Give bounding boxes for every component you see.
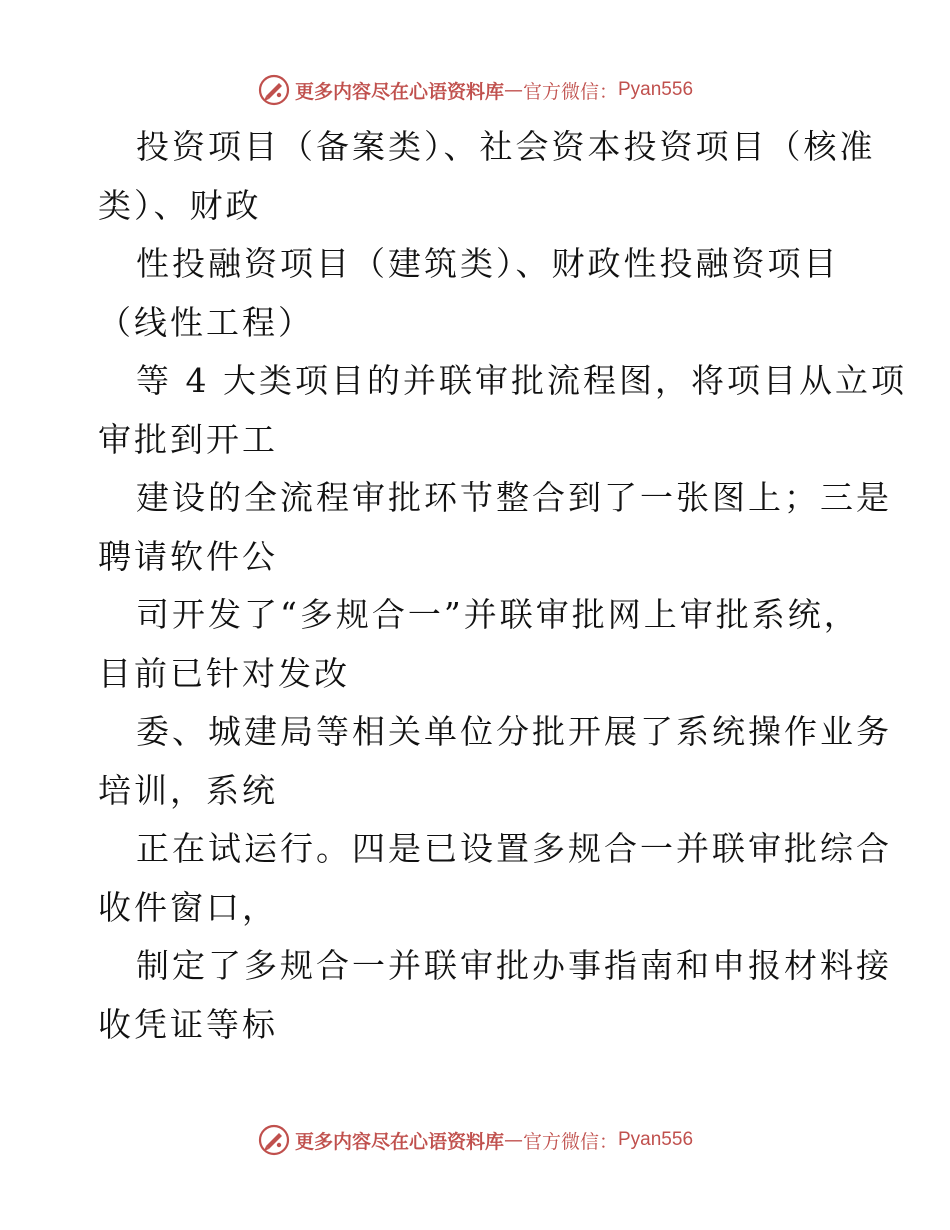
pen-logo-icon bbox=[257, 1123, 291, 1157]
banner-wechat-label: 官方微信： bbox=[522, 1130, 618, 1153]
text-line: 司开发了“多规合一”并联审批网上审批系统， bbox=[136, 595, 860, 634]
text-line: 建设的全流程审批环节整合到了一张图上；三是 bbox=[136, 478, 892, 517]
banner-wechat-id: Pyan556 bbox=[618, 1129, 694, 1150]
text-line: 审批到开工 bbox=[98, 419, 278, 459]
banner-wechat-label: 官方微信： bbox=[522, 80, 618, 103]
banner-wechat-id: Pyan556 bbox=[618, 79, 694, 100]
footer-banner bbox=[0, 1120, 950, 1160]
document-body bbox=[98, 118, 907, 1054]
text-line: 等 4 大类项目的并联审批流程图，将项目从立项 bbox=[136, 361, 907, 400]
text-line: 目前已针对发改 bbox=[98, 653, 350, 693]
banner-main-text: 更多内容尽在心语资料库 bbox=[294, 1130, 504, 1153]
text-line: 委、城建局等相关单位分批开展了系统操作业务 bbox=[136, 712, 892, 751]
text-line: 性投融资项目（建筑类）、财政性投融资项目 bbox=[136, 244, 840, 283]
text-line: 培训，系统 bbox=[98, 770, 278, 810]
banner-separator: — bbox=[503, 79, 523, 101]
text-line: 聘请软件公 bbox=[98, 536, 278, 576]
text-line: 收凭证等标 bbox=[98, 1004, 278, 1044]
text-line: 类）、财政 bbox=[98, 185, 262, 225]
text-line: 制定了多规合一并联审批办事指南和申报材料接 bbox=[136, 946, 892, 985]
banner-main-text: 更多内容尽在心语资料库 bbox=[294, 80, 504, 103]
pen-logo-icon bbox=[257, 73, 291, 107]
text-line: 投资项目（备案类）、社会资本投资项目（核准 bbox=[136, 127, 876, 166]
text-line: 正在试运行。四是已设置多规合一并联审批综合 bbox=[136, 829, 892, 868]
header-banner bbox=[0, 70, 950, 110]
banner-separator: — bbox=[503, 1129, 523, 1151]
text-line: （线性工程） bbox=[98, 302, 314, 342]
text-line: 收件窗口， bbox=[98, 887, 278, 927]
